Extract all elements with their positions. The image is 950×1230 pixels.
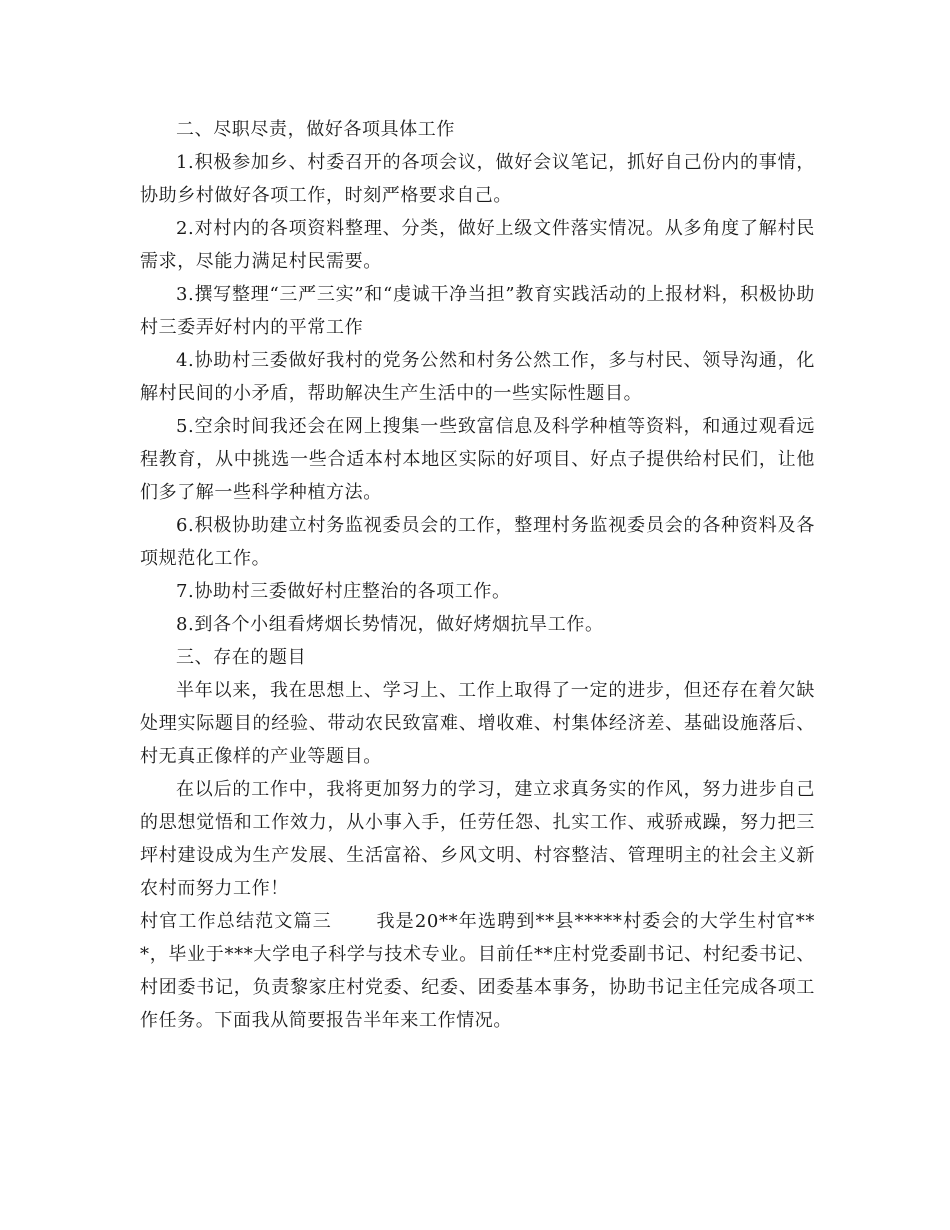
list-item: 7.协助村三委做好村庄整治的各项工作。 bbox=[176, 581, 511, 602]
list-item: 5.空余时间我还会在网上搜集一些致富信息及科学种植等资料，和通过观看远程教育，从中挑选一些合适本村本地区实际的好项目、好点子提供给村民们，让他们多了解一些科学种植方法。 bbox=[140, 416, 815, 503]
list-item: 8.到各个小组看烤烟长势情况，做好烤烟抗旱工作。 bbox=[176, 614, 604, 635]
document-body bbox=[140, 113, 815, 1037]
problems-paragraph: 半年以来，我在思想上、学习上、工作上取得了一定的进步，但还存在着欠缺处理实际题目的经验、带动农民致富难、增收难、村集体经济差、基础设施落后、村无真正像样的产业等题目。 bbox=[140, 680, 815, 767]
article-three-paragraph: 我是20**年选聘到**县*****村委会的大学生村官***，毕业于***大学电子科学与技术专业。目前任**庄村党委副书记、村纪委书记、村团委书记，负责黎家庄村党委、纪委、团委基本事务，协助书记主任完成各项工作任务。下面我从简要报告半年来工作情况。 bbox=[140, 911, 816, 1031]
list-item: 4.协助村三委做好我村的党务公然和村务公然工作，多与村民、领导沟通，化解村民间的小矛盾，帮助解决生产生活中的一些实际性题目。 bbox=[140, 350, 815, 404]
list-item: 2.对村内的各项资料整理、分类，做好上级文件落实情况。从多角度了解村民需求，尽能力满足村民需要。 bbox=[140, 218, 815, 272]
section-heading-duties: 二、尽职尽责，做好各项具体工作 bbox=[176, 119, 455, 140]
list-item: 6.积极协助建立村务监视委员会的工作，整理村务监视委员会的各种资料及各项规范化工作。 bbox=[140, 515, 815, 569]
article-three-block bbox=[140, 905, 815, 1037]
section-heading-problems: 三、存在的题目 bbox=[176, 647, 307, 668]
article-three-title: 村官工作总结范文篇三 bbox=[140, 911, 332, 932]
list-item: 3.撰写整理“三严三实”和“虔诚干净当担”教育实践活动的上报材料，积极协助村三委弄好村内的平常工作 bbox=[140, 284, 815, 338]
future-plan-paragraph: 在以后的工作中，我将更加努力的学习，建立求真务实的作风，努力进步自己的思想觉悟和工作效力，从小事入手，任劳任怨、扎实工作、戒骄戒躁，努力把三坪村建设成为生产发展、生活富裕、乡风文明、村容整洁、管理明主的社会主义新农村而努力工作！ bbox=[140, 779, 815, 899]
list-item: 1.积极参加乡、村委召开的各项会议，做好会议笔记，抓好自己份内的事情，协助乡村做好各项工作，时刻严格要求自己。 bbox=[140, 152, 815, 206]
